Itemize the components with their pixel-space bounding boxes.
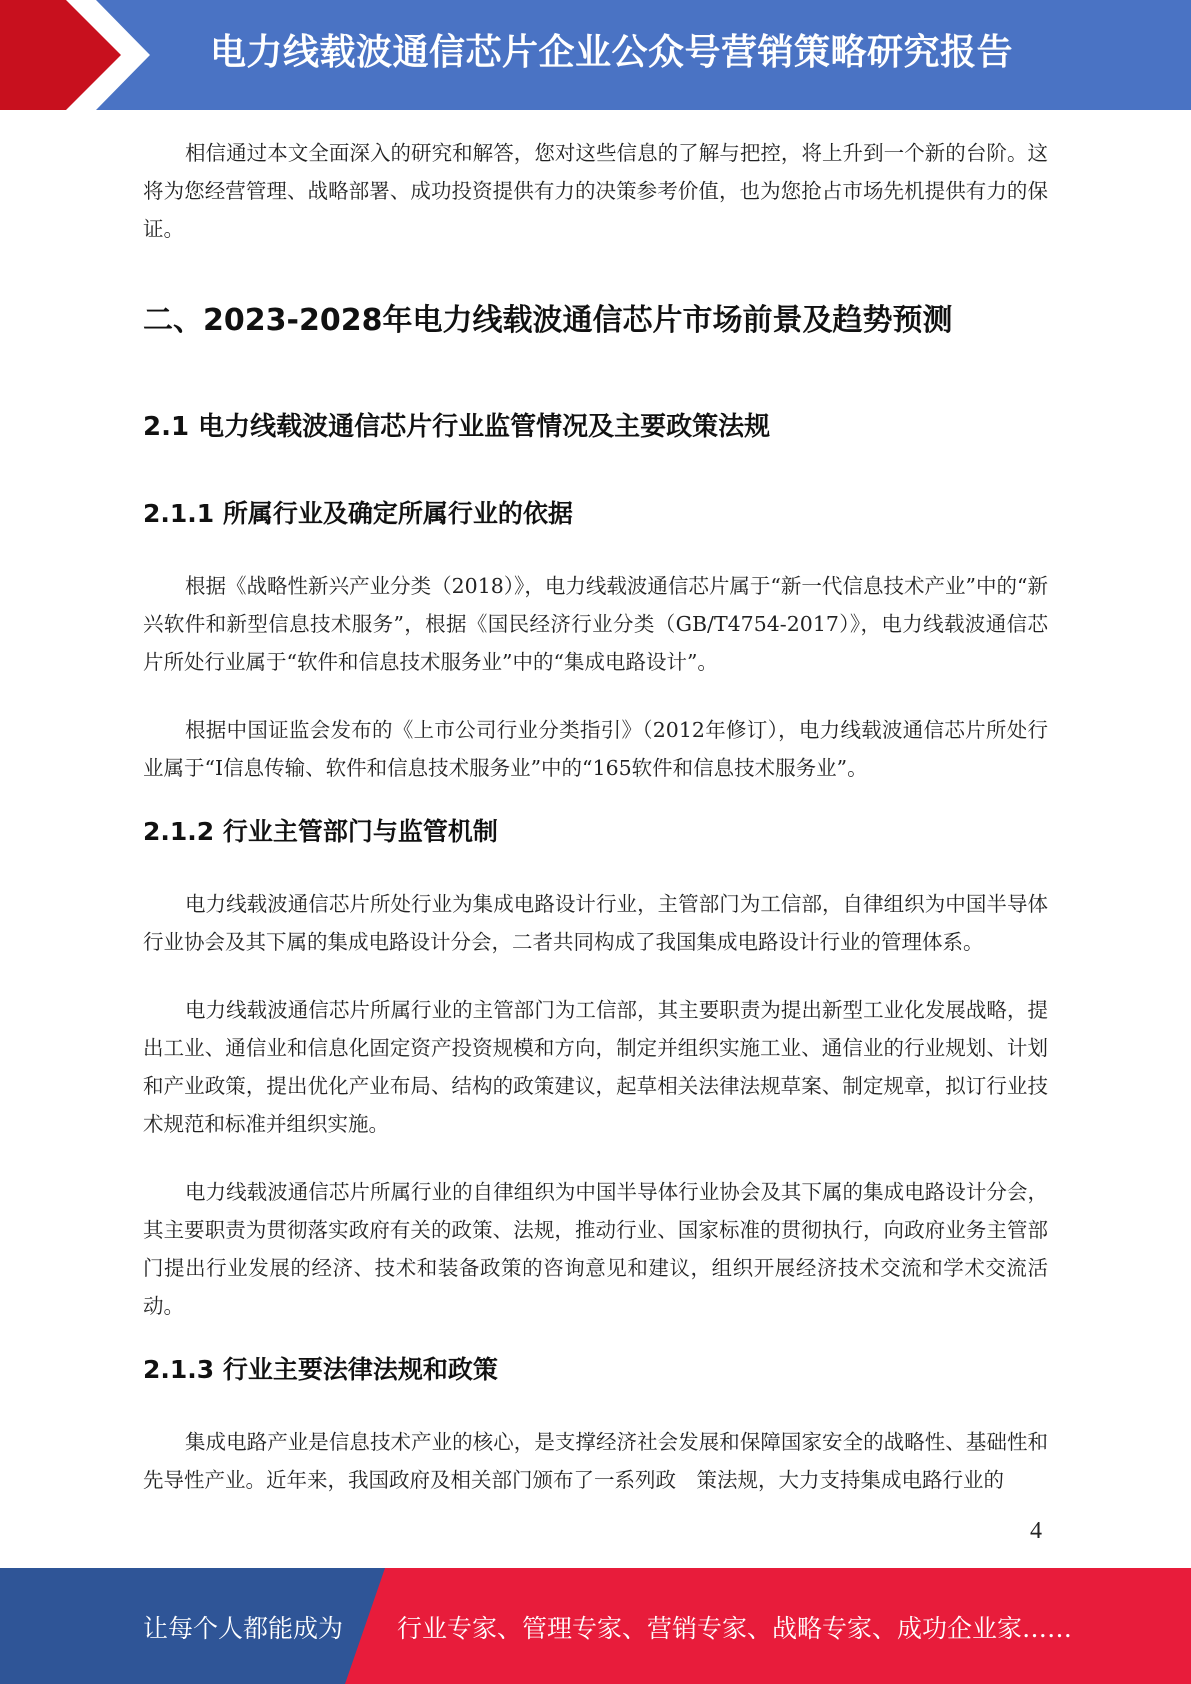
paragraph-2-1-1-a: 根据《战略性新兴产业分类（2018）》，电力线载波通信芯片属于“新一代信息技术产业”中的“新兴软件和新型信息技术服务”，根据《国民经济行业分类（GB/T4754-2017）》，电力线载波通信芯片所处行业属于“软件和信息技术服务业”中的“集成电路设计”。 — [143, 574, 1048, 674]
footer-slogan-right: 行业专家、管理专家、营销专家、战略专家、成功企业家…… — [397, 1614, 1073, 1643]
page-number: 4 — [1030, 1518, 1042, 1544]
paragraph-2-1-1-b: 根据中国证监会发布的《上市公司行业分类指引》（2012年修订），电力线载波通信芯片所处行业属于“I信息传输、软件和信息技术服务业”中的“165软件和信息技术服务业”。 — [143, 718, 1048, 780]
section-heading-2-1-2: 2.1.2 行业主管部门与监管机制 — [143, 817, 498, 846]
section-heading-2-1-3: 2.1.3 行业主要法律法规和政策 — [143, 1355, 498, 1384]
page-footer — [0, 1568, 1191, 1684]
paragraph-2-1-3-a: 集成电路产业是信息技术产业的核心，是支撑经济社会发展和保障国家安全的战略性、基础性和先导性产业。近年来，我国政府及相关部门颁布了一系列政 策法规，大力支持集成电路行业的 — [143, 1430, 1048, 1492]
section-heading-2-1: 2.1 电力线载波通信芯片行业监管情况及主要政策法规 — [143, 412, 771, 442]
document-body — [143, 134, 1048, 1499]
section-heading-2-1-1: 2.1.1 所属行业及确定所属行业的依据 — [143, 499, 573, 528]
report-title: 电力线载波通信芯片企业公众号营销策略研究报告 — [210, 32, 1014, 73]
intro-paragraph: 相信通过本文全面深入的研究和解答，您对这些信息的了解与把控，将上升到一个新的台阶。这将为您经营管理、战略部署、成功投资提供有力的决策参考价值，也为您抢占市场先机提供有力的保证。 — [143, 141, 1048, 241]
footer-slogan-left: 让每个人都能成为 — [143, 1614, 344, 1643]
section-heading-2: 二、2023-2028年电力线载波通信芯片市场前景及趋势预测 — [143, 303, 953, 338]
paragraph-2-1-2-c: 电力线载波通信芯片所属行业的自律组织为中国半导体行业协会及其下属的集成电路设计分会，其主要职责为贯彻落实政府有关的政策、法规，推动行业、国家标准的贯彻执行，向政府业务主管部门提出行业发展的经济、技术和装备政策的咨询意见和建议，组织开展经济技术交流和学术交流活动。 — [143, 1180, 1048, 1318]
header-chevron-decoration — [0, 0, 160, 110]
page-header — [0, 0, 1191, 110]
paragraph-2-1-2-b: 电力线载波通信芯片所属行业的主管部门为工信部，其主要职责为提出新型工业化发展战略，提出工业、通信业和信息化固定资产投资规模和方向，制定并组织实施工业、通信业的行业规划、计划和产业政策，提出优化产业布局、结构的政策建议，起草相关法律法规草案、制定规章，拟订行业技术规范和标准并组织实施。 — [143, 998, 1048, 1136]
paragraph-2-1-2-a: 电力线载波通信芯片所处行业为集成电路设计行业，主管部门为工信部，自律组织为中国半导体行业协会及其下属的集成电路设计分会，二者共同构成了我国集成电路设计行业的管理体系。 — [143, 892, 1048, 954]
